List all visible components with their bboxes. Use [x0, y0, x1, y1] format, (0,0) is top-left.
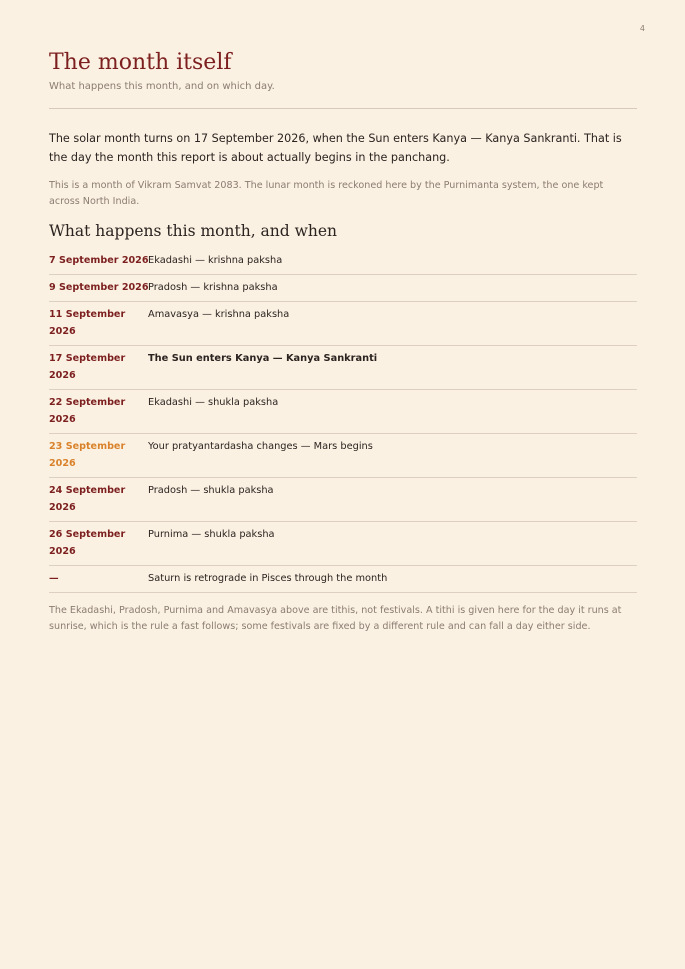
event-description: Ekadashi — krishna paksha — [148, 255, 283, 266]
event-date: 9 September 2026 — [49, 282, 149, 293]
event-description: Ekadashi — shukla paksha — [148, 397, 279, 408]
page-number: 4 — [639, 24, 645, 33]
event-description: Amavasya — krishna paksha — [148, 309, 290, 320]
event-date: 22 September 2026 — [49, 397, 126, 425]
event-row — [49, 522, 637, 566]
event-row — [49, 275, 637, 302]
event-row — [49, 248, 637, 275]
event-row — [49, 302, 637, 346]
event-date: 7 September 2026 — [49, 255, 149, 266]
event-description: Saturn is retrograde in Pisces through the month — [148, 573, 388, 584]
event-description: Pradosh — shukla paksha — [148, 485, 274, 496]
event-description-highlight: The Sun enters Kanya — Kanya Sankranti — [148, 353, 378, 364]
event-date: 11 September 2026 — [49, 309, 126, 337]
event-row — [49, 346, 637, 390]
page-title: The month itself — [49, 50, 232, 75]
intro-paragraph: The solar month turns on 17 September 2026, when the Sun enters Kanya — Kanya Sankranti. That is the day the month this report is about actually begins in the panchang. — [49, 132, 622, 164]
event-row — [49, 434, 637, 478]
event-date: 24 September 2026 — [49, 485, 126, 513]
page-content — [49, 48, 637, 635]
header-divider — [49, 108, 637, 109]
event-date: — — [49, 573, 59, 584]
event-date: 26 September 2026 — [49, 529, 126, 557]
events-table — [49, 248, 637, 593]
page-subtitle: What happens this month, and on which day. — [49, 81, 275, 92]
intro-note: This is a month of Vikram Samvat 2083. The lunar month is reckoned here by the Purnimanta system, the one kept across North India. — [49, 180, 604, 207]
event-description: Purnima — shukla paksha — [148, 529, 275, 540]
event-date: 17 September 2026 — [49, 353, 126, 381]
events-heading: What happens this month, and when — [49, 222, 338, 240]
footnote: The Ekadashi, Pradosh, Purnima and Amavasya above are tithis, not festivals. A tithi is given here for the day it runs at sunrise, which is the rule a fast follows; some festivals are fixed by a different rule and can fall a day either side. — [49, 605, 622, 632]
event-description: Pradosh — krishna paksha — [148, 282, 278, 293]
event-row — [49, 390, 637, 434]
event-row — [49, 566, 637, 593]
event-description: Your pratyantardasha changes — Mars begins — [148, 441, 373, 452]
event-date-personal: 23 September 2026 — [49, 441, 126, 469]
event-row — [49, 478, 637, 522]
